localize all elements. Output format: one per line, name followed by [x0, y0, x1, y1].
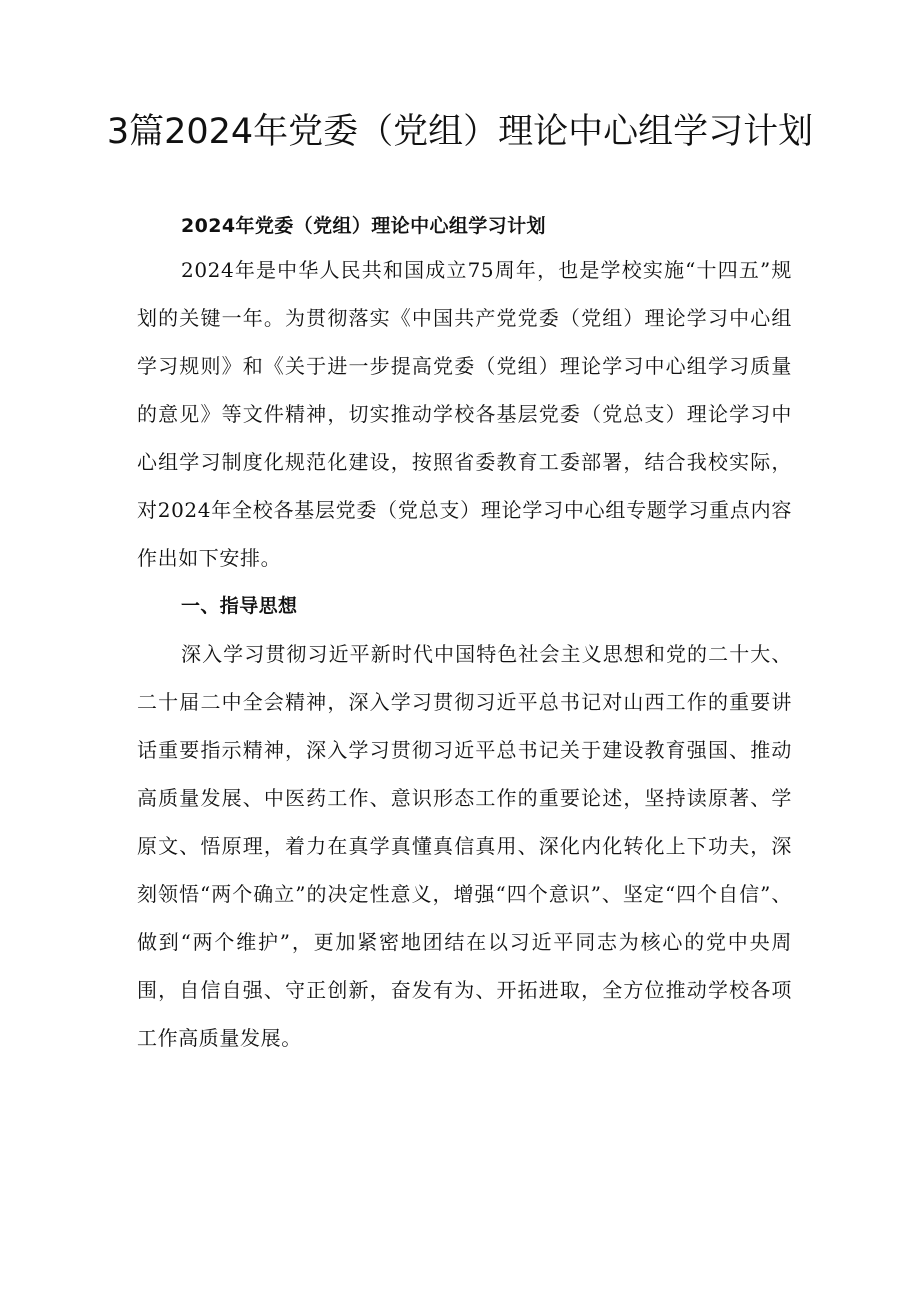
guiding-ideology-paragraph: 深入学习贯彻习近平新时代中国特色社会主义思想和党的二十大、二十届二中全会精神，深入学习贯彻习近平总书记对山西工作的重要讲话重要指示精神，深入学习贯彻习近平总书记关于建设教育强国、推动高质量发展、中医药工作、意识形态工作的重要论述，坚持读原著、学原文、悟原理，着力在真学真懂真信真用、深化内化转化上下功夫，深刻领悟“两个确立”的决定性意义，增强“四个意识”、坚定“四个自信”、做到“两个维护”，更加紧密地团结在以习近平同志为核心的党中央周围，自信自强、守正创新，奋发有为、开拓进取，全方位推动学校各项工作高质量发展。 [137, 642, 792, 1050]
document-body [137, 206, 792, 1062]
plan-subtitle: 2024年党委（党组）理论中心组学习计划 [181, 215, 546, 237]
intro-paragraph: 2024年是中华人民共和国成立75周年，也是学校实施“十四五”规划的关键一年。为贯彻落实《中国共产党党委（党组）理论学习中心组学习规则》和《关于进一步提高党委（党组）理论学习中心组学习质量的意见》等文件精神，切实推动学校各基层党委（党总支）理论学习中心组学习制度化规范化建设，按照省委教育工委部署，结合我校实际，对2024年全校各基层党委（党总支）理论学习中心组专题学习重点内容作出如下安排。 [137, 258, 792, 570]
section-heading-guiding-ideology: 一、指导思想 [181, 595, 298, 617]
document-title: 3篇2024年党委（党组）理论中心组学习计划 [106, 112, 814, 152]
